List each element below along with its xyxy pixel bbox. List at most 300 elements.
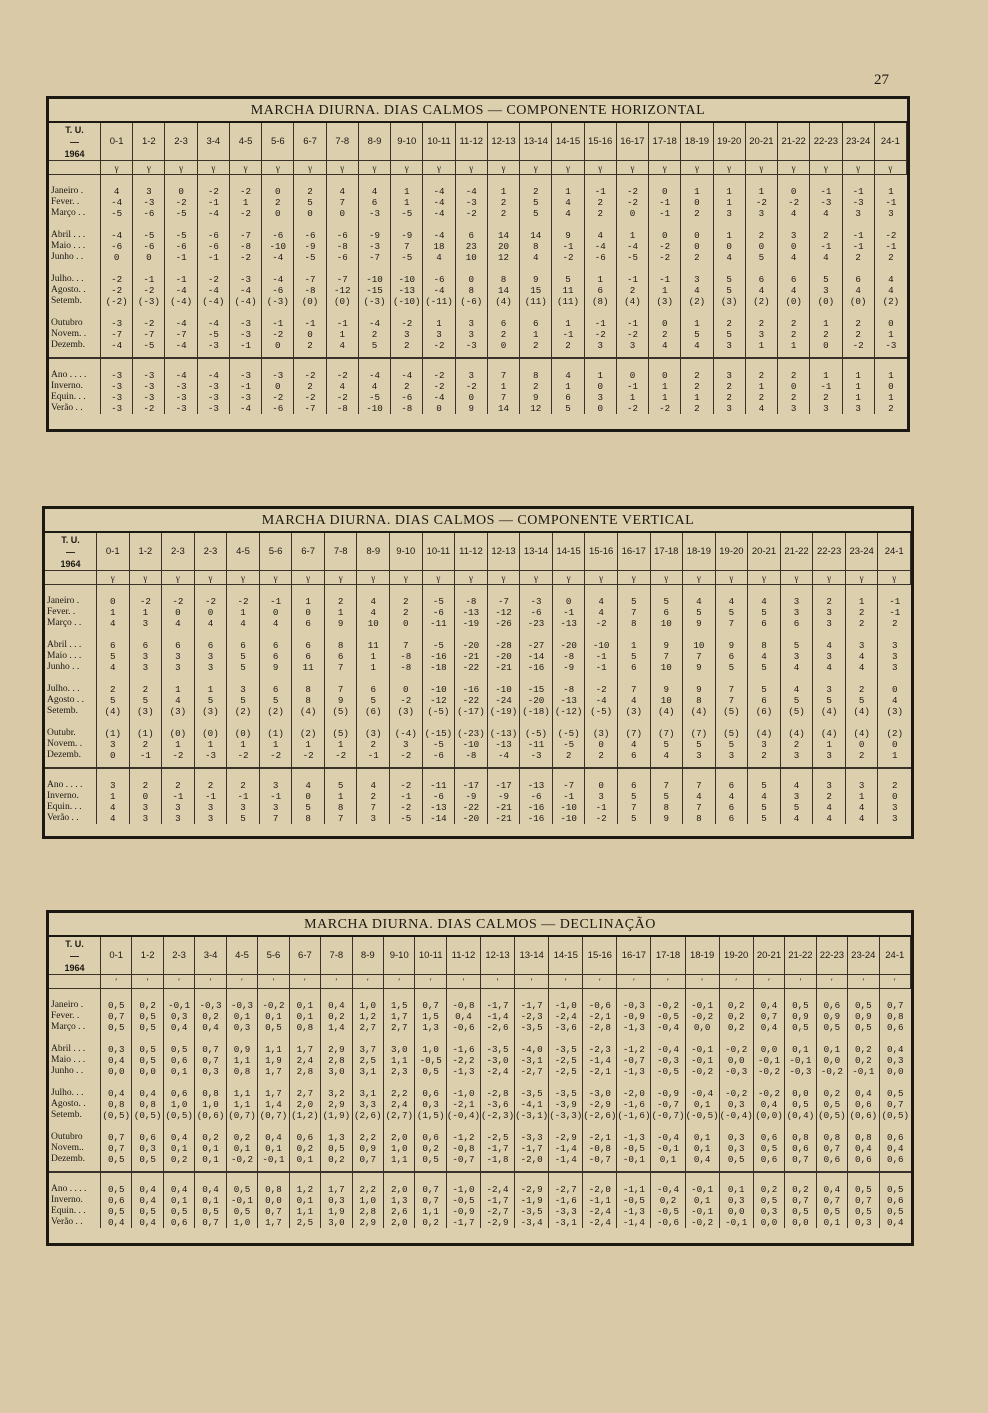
value-cell: 0,5	[139, 1206, 156, 1217]
value-cell: 1	[661, 392, 668, 403]
value-cell: 0,1	[233, 1143, 251, 1154]
value-cell: -12	[430, 695, 447, 706]
value-cell: 2	[565, 750, 572, 761]
group-gap	[549, 1171, 582, 1184]
value-cell: -2,5	[554, 1055, 577, 1066]
value-cell: -16	[462, 684, 480, 695]
value-cell: 5	[728, 607, 735, 618]
group-gap	[195, 989, 225, 1000]
value-cell: -3	[175, 392, 187, 403]
value-cell: 4	[305, 780, 311, 791]
row-label: Fever. .	[51, 197, 80, 207]
value-cell: -20	[495, 651, 512, 662]
value-cell: 0,1	[170, 1066, 188, 1077]
value-cell: -2,4	[588, 1206, 611, 1217]
row-label: Junho . .	[51, 252, 84, 262]
value-cell: 5	[826, 695, 832, 706]
value-cell: 1	[240, 739, 246, 750]
value-cell: 7	[337, 813, 344, 824]
value-cell: 3	[468, 370, 474, 381]
value-cell: 0,5	[202, 1206, 219, 1217]
value-cell: 3	[598, 791, 604, 802]
group-gap	[681, 263, 712, 274]
unit-cell: ′	[384, 975, 415, 989]
value-cell: 0	[891, 739, 898, 750]
value-cell: (6)	[755, 706, 773, 717]
unit-cell: γ	[327, 161, 359, 175]
value-cell: -3,5	[486, 1044, 509, 1055]
value-cell: 1,3	[390, 1195, 408, 1206]
value-cell: 3	[823, 403, 829, 414]
value-cell: -2,4	[554, 1011, 577, 1022]
value-cell: -0,4	[656, 1184, 680, 1195]
value-cell: 1,9	[328, 1206, 345, 1217]
value-cell: 1	[142, 607, 149, 618]
value-cell: 2	[790, 318, 797, 329]
value-cell: -2	[111, 285, 123, 296]
value-cell: 2	[790, 329, 797, 340]
value-cell: 5	[142, 695, 149, 706]
value-cell: (2)	[234, 706, 252, 717]
hour-header: 13-14	[520, 533, 553, 571]
hour-header: 11-12	[447, 937, 481, 975]
value-cell: -2,1	[452, 1099, 475, 1110]
group-gap	[162, 629, 194, 640]
value-cell: -27	[527, 640, 545, 651]
year-label: 1964	[60, 558, 81, 569]
group-gap	[520, 219, 551, 230]
group-gap	[447, 1033, 480, 1044]
value-column	[754, 989, 785, 1228]
value-cell: 8	[337, 802, 344, 813]
value-cell: 0,2	[855, 1055, 872, 1066]
value-cell: -0,3	[622, 1000, 645, 1011]
hour-header: 1-2	[130, 533, 163, 571]
value-cell: 1	[726, 230, 732, 241]
group-gap	[447, 1171, 480, 1184]
value-cell: 6	[305, 651, 311, 662]
value-cell: -0,5	[656, 1011, 680, 1022]
value-cell: 9	[565, 230, 571, 241]
value-cell: 6	[272, 684, 279, 695]
value-cell: 14	[497, 403, 509, 414]
group-gap	[549, 1033, 582, 1044]
value-cell: 1	[436, 318, 442, 329]
group-gap	[49, 1033, 100, 1044]
value-cell: 4	[790, 252, 797, 263]
group-gap	[390, 717, 422, 728]
value-cell: 0	[307, 329, 313, 340]
group-gap	[781, 629, 813, 640]
value-cell: 6	[565, 392, 571, 403]
value-cell: 0	[175, 607, 181, 618]
group-gap	[49, 989, 100, 1000]
value-cell: 0,2	[202, 1011, 219, 1022]
value-cell: 2	[823, 230, 829, 241]
value-cell: -4	[207, 370, 219, 381]
group-gap	[651, 717, 683, 728]
group-gap	[423, 767, 455, 780]
group-gap	[817, 1033, 847, 1044]
group-gap	[290, 1171, 320, 1184]
value-cell: 0,2	[422, 1143, 439, 1154]
value-cell: (-10)	[392, 296, 421, 307]
hour-header: 18-19	[683, 533, 716, 571]
value-cell: 0	[726, 241, 732, 252]
group-gap	[384, 1077, 414, 1088]
value-cell: 0,1	[727, 1184, 745, 1195]
value-cell: 4	[339, 340, 346, 351]
group-gap	[683, 673, 715, 684]
value-cell: 0,7	[887, 1000, 904, 1011]
value-cell: 0,0	[727, 1206, 745, 1217]
value-cell: -1	[563, 607, 575, 618]
group-gap	[875, 263, 907, 274]
group-gap	[198, 175, 229, 186]
value-cell: -5	[401, 252, 413, 263]
group-gap	[415, 1077, 445, 1088]
value-cell: 6	[500, 318, 507, 329]
group-gap	[359, 357, 390, 370]
value-cell: -1,7	[486, 1195, 509, 1206]
value-cell: (8)	[591, 296, 609, 307]
value-cell: 2,0	[296, 1099, 314, 1110]
row-label: Abril . . .	[47, 640, 82, 650]
group-gap	[390, 673, 422, 684]
tu-label: T. U.	[65, 124, 84, 135]
value-cell: 2,6	[390, 1206, 408, 1217]
value-cell: -1,2	[452, 1132, 475, 1143]
row-label: Equin. . .	[51, 392, 86, 402]
value-cell: 2,4	[296, 1055, 314, 1066]
value-cell: -7	[304, 403, 316, 414]
value-cell: -5	[143, 340, 155, 351]
group-gap	[423, 673, 455, 684]
value-cell: (-4)	[202, 296, 225, 307]
value-cell: 2	[207, 780, 214, 791]
value-cell: -5	[432, 739, 444, 750]
value-cell: -23	[527, 618, 545, 629]
value-cell: (5)	[332, 706, 349, 717]
group-gap	[748, 629, 780, 640]
value-cell: -4	[240, 403, 252, 414]
value-cell: -3,1	[520, 1055, 543, 1066]
value-cell: 0,4	[887, 1044, 904, 1055]
value-cell: (-4)	[234, 296, 257, 307]
group-gap	[754, 989, 784, 1000]
group-gap	[651, 1033, 684, 1044]
group-gap	[258, 1121, 288, 1132]
value-cell: 2	[858, 607, 865, 618]
value-cell: 9	[663, 813, 670, 824]
group-gap	[227, 989, 257, 1000]
value-column	[165, 175, 197, 414]
group-gap	[290, 989, 320, 1000]
group-gap	[325, 673, 357, 684]
value-cell: -1,9	[520, 1195, 543, 1206]
value-cell: 3,2	[328, 1088, 345, 1099]
value-cell: -3,3	[554, 1206, 577, 1217]
value-cell: 5	[305, 802, 311, 813]
value-cell: 0,8	[233, 1066, 251, 1077]
value-cell: 8	[532, 241, 539, 252]
value-cell: 5	[110, 695, 116, 706]
value-cell: -2	[626, 329, 638, 340]
value-cell: 14	[497, 285, 509, 296]
value-cell: 4	[790, 208, 797, 219]
unit-cell: ′	[720, 975, 754, 989]
value-cell: 1	[629, 392, 636, 403]
value-cell: 0	[275, 208, 281, 219]
value-cell: (-15)	[424, 728, 453, 739]
value-cell: 2	[726, 318, 732, 329]
value-cell: -0,4	[656, 1022, 680, 1033]
value-cell: -6	[432, 791, 444, 802]
value-cell: 2,9	[359, 1217, 377, 1228]
row-label: Dezemb.	[51, 1154, 86, 1164]
group-gap	[651, 673, 683, 684]
value-cell: -2	[401, 318, 413, 329]
value-cell: 0,4	[139, 1088, 156, 1099]
unit-cell: γ	[97, 571, 130, 585]
row-label: Outubro	[51, 318, 83, 328]
group-gap	[133, 263, 164, 274]
group-gap	[585, 307, 616, 318]
group-gap	[649, 357, 680, 370]
value-cell: -0,2	[820, 1066, 843, 1077]
group-gap	[810, 175, 841, 186]
value-cell: -16	[430, 651, 447, 662]
value-cell: 2	[175, 780, 181, 791]
value-cell: -21	[495, 802, 512, 813]
value-cell: 7	[339, 197, 346, 208]
group-gap	[617, 219, 648, 230]
group-gap	[391, 219, 422, 230]
hour-header: 23-24	[848, 937, 879, 975]
value-column	[357, 585, 390, 824]
row-label: Agosto. .	[51, 285, 86, 295]
value-cell: 3	[146, 186, 152, 197]
value-cell: 3	[110, 739, 116, 750]
group-gap	[455, 585, 487, 596]
group-gap	[549, 989, 582, 1000]
value-cell: (-0,7)	[651, 1110, 685, 1121]
value-cell: 4	[728, 596, 735, 607]
value-cell: -5	[626, 252, 638, 263]
value-cell: -4	[594, 241, 606, 252]
row-label: Outubro	[51, 1132, 83, 1142]
value-cell: 3	[142, 813, 149, 824]
value-cell: 0,4	[760, 1099, 778, 1110]
value-cell: 5	[370, 695, 376, 706]
tu-dash: —	[70, 136, 79, 147]
value-cell: -0,5	[656, 1206, 680, 1217]
group-gap	[515, 1121, 548, 1132]
value-cell: 4	[793, 662, 800, 673]
group-gap	[813, 585, 845, 596]
value-cell: -4	[465, 186, 477, 197]
value-cell: 0	[661, 186, 668, 197]
group-gap	[785, 1077, 815, 1088]
value-cell: 0,8	[855, 1132, 872, 1143]
value-cell: 0,7	[422, 1184, 439, 1195]
value-cell: 5	[823, 274, 829, 285]
value-cell: 5	[240, 695, 246, 706]
value-cell: 5	[858, 695, 865, 706]
value-cell: -3	[111, 403, 123, 414]
value-cell: 3	[696, 750, 702, 761]
group-gap	[49, 1121, 100, 1132]
value-cell: -3	[207, 381, 219, 392]
unit-cell: γ	[325, 571, 358, 585]
group-gap	[683, 717, 715, 728]
value-cell: 7	[696, 780, 702, 791]
value-cell: 4	[240, 618, 246, 629]
unit-cell: γ	[423, 571, 456, 585]
value-cell: 5	[761, 607, 767, 618]
value-column	[683, 585, 716, 824]
value-cell: -5	[401, 208, 413, 219]
value-cell: (4)	[853, 728, 870, 739]
hour-header: 11-12	[456, 123, 488, 161]
value-cell: 7	[728, 695, 735, 706]
value-cell: 6	[207, 640, 214, 651]
value-cell: 5	[663, 596, 670, 607]
unit-cell: ′	[447, 975, 481, 989]
value-cell: -6	[272, 230, 284, 241]
value-cell: -2	[400, 780, 412, 791]
group-gap	[848, 989, 878, 1000]
value-cell: 6	[728, 651, 735, 662]
value-cell: -10	[430, 684, 447, 695]
value-cell: -2	[240, 252, 252, 263]
value-cell: 3	[207, 813, 214, 824]
value-cell: 0	[823, 340, 829, 351]
value-cell: 2	[858, 618, 865, 629]
value-cell: -2	[175, 197, 187, 208]
value-cell: 3	[858, 780, 865, 791]
value-cell: -3,6	[486, 1099, 509, 1110]
group-gap	[321, 989, 351, 1000]
group-gap	[357, 673, 389, 684]
value-cell: -5	[432, 640, 444, 651]
hour-header: 14-15	[553, 533, 586, 571]
value-cell: -3,5	[554, 1088, 577, 1099]
value-cell: 0,8	[887, 1011, 904, 1022]
value-cell: -2,3	[520, 1011, 543, 1022]
group-gap	[880, 989, 911, 1000]
group-gap	[585, 629, 617, 640]
value-cell: -2	[270, 750, 282, 761]
value-cell: -3	[240, 329, 252, 340]
group-gap	[481, 1033, 514, 1044]
group-gap	[686, 1171, 719, 1184]
group-gap	[617, 989, 650, 1000]
value-cell: -10	[366, 403, 383, 414]
value-cell: 0	[661, 230, 668, 241]
value-cell: 1,1	[422, 1206, 439, 1217]
group-gap	[488, 219, 519, 230]
value-cell: -0,1	[622, 1154, 645, 1165]
value-cell: 2	[275, 197, 281, 208]
value-cell: -6	[304, 230, 316, 241]
value-cell: 0,5	[422, 1066, 439, 1077]
group-gap	[488, 585, 520, 596]
value-cell: 3	[726, 403, 732, 414]
row-label: Setemb.	[51, 1110, 82, 1120]
value-cell: 0,8	[792, 1132, 809, 1143]
value-column	[716, 585, 749, 824]
value-column	[292, 585, 325, 824]
value-cell: 0,2	[727, 1000, 745, 1011]
value-cell: -22	[462, 802, 480, 813]
value-cell: 0,7	[760, 1011, 778, 1022]
group-gap	[553, 717, 585, 728]
value-cell: 2	[142, 739, 149, 750]
value-cell: 0,0	[823, 1055, 841, 1066]
value-column	[195, 989, 226, 1228]
value-cell: 1	[630, 640, 637, 651]
group-gap	[423, 219, 454, 230]
value-cell: 0	[694, 241, 700, 252]
value-cell: 0	[436, 403, 442, 414]
tu-label: T. U.	[65, 938, 84, 949]
value-cell: -2	[788, 197, 800, 208]
value-cell: 0,3	[107, 1044, 125, 1055]
group-gap	[260, 585, 292, 596]
group-gap	[585, 585, 617, 596]
value-cell: -0,2	[757, 1088, 780, 1099]
value-cell: 11	[562, 285, 574, 296]
value-cell: -2	[400, 695, 412, 706]
value-cell: -3	[143, 392, 155, 403]
value-cell: -2,1	[588, 1066, 611, 1077]
value-cell: 4	[436, 252, 442, 263]
group-gap	[649, 219, 680, 230]
value-cell: 4	[663, 750, 670, 761]
group-gap	[651, 767, 683, 780]
value-cell: 3	[207, 662, 214, 673]
value-cell: 3	[272, 802, 279, 813]
value-cell: -1	[175, 274, 187, 285]
table-title: MARCHA DIURNA. DIAS CALMOS — DECLINAÇÃO	[304, 917, 656, 932]
value-column	[423, 585, 456, 824]
unit-cell: γ	[746, 161, 778, 175]
group-gap	[552, 175, 583, 186]
hour-header: 12-13	[488, 123, 520, 161]
value-cell: -10	[269, 241, 287, 252]
value-column	[260, 585, 293, 824]
value-cell: -6	[207, 230, 219, 241]
value-cell: 3	[726, 370, 732, 381]
value-cell: -3	[240, 318, 252, 329]
value-cell: -2	[111, 274, 123, 285]
value-cell: -0,6	[452, 1022, 475, 1033]
value-cell: 3	[240, 802, 246, 813]
value-cell: 1	[823, 318, 829, 329]
group-gap	[720, 1171, 753, 1184]
value-cell: -4	[175, 285, 187, 296]
value-cell: 0,5	[139, 1055, 156, 1066]
group-gap	[262, 175, 293, 186]
table-grid	[49, 935, 911, 1228]
value-column	[583, 989, 617, 1228]
hour-header: 0-1	[97, 533, 130, 571]
unit-cell: ′	[880, 975, 911, 989]
value-cell: (11)	[524, 296, 547, 307]
value-cell: 0,6	[107, 1195, 125, 1206]
year-label: 1964	[64, 148, 85, 159]
